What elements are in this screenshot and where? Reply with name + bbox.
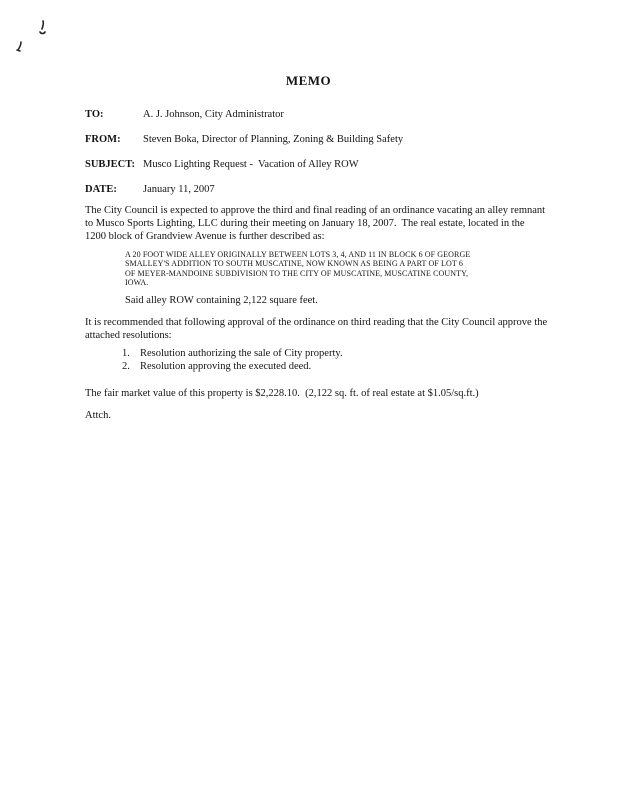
- alley-row-paragraph: Said alley ROW containing 2,122 square feet.: [125, 295, 318, 306]
- field-label-from: FROM:: [85, 134, 121, 145]
- memo-header-block: [85, 108, 555, 208]
- attachment-note: Attch.: [85, 410, 111, 421]
- pen-mark-icon: [15, 41, 25, 53]
- field-row-from: [85, 133, 555, 158]
- field-value-date: January 11, 2007: [143, 184, 215, 195]
- field-label-to: TO:: [85, 109, 104, 120]
- resolutions-list: [122, 348, 542, 373]
- field-label-date: DATE:: [85, 184, 117, 195]
- list-item-number: 1.: [122, 348, 130, 359]
- list-item-text: Resolution approving the executed deed.: [140, 360, 312, 372]
- field-row-subject: [85, 158, 555, 183]
- recommendation-paragraph: It is recommended that following approval of the ordinance on third reading that the City Council approve the attached resolutions:: [85, 317, 550, 341]
- legal-description-paragraph: A 20 FOOT WIDE ALLEY ORIGINALLY BETWEEN LOTS 3, 4, AND 11 IN BLOCK 6 OF GEORGE SMALLEY'S ADDITION TO SOUTH MUSCATINE, NOW KNOWN AS BEING A PART OF LOT 6 OF MEYER-MANDOINE SUBDIVISION TO THE CITY OF MUSCATINE, MUSCATINE COUNTY, IOWA.: [125, 250, 473, 288]
- field-row-to: [85, 108, 555, 133]
- list-item-text: Resolution authorizing the sale of City property.: [140, 348, 343, 359]
- list-item-number: 2.: [122, 360, 130, 372]
- intro-paragraph: The City Council is expected to approve the third and final reading of an ordinance vacating an alley remnant to Musco Sports Lighting, LLC during their meeting on January 18, 2007. The real estate, located in the 1200 block of Grandview Avenue is further described as:: [85, 205, 548, 242]
- field-value-from: Steven Boka, Director of Planning, Zoning & Building Safety: [143, 134, 404, 145]
- field-label-subject: SUBJECT:: [85, 159, 135, 170]
- field-value-to: A. J. Johnson, City Administrator: [143, 109, 284, 120]
- memo-title: MEMO: [285, 73, 332, 88]
- pen-mark-icon: [36, 20, 48, 38]
- list-item: [122, 361, 542, 374]
- field-value-subject: Musco Lighting Request - Vacation of Alley ROW: [143, 159, 359, 170]
- list-item: [122, 348, 542, 361]
- fair-market-value-paragraph: The fair market value of this property is $2,228.10. (2,122 sq. ft. of real estate at $1.05/sq.ft.): [85, 388, 479, 399]
